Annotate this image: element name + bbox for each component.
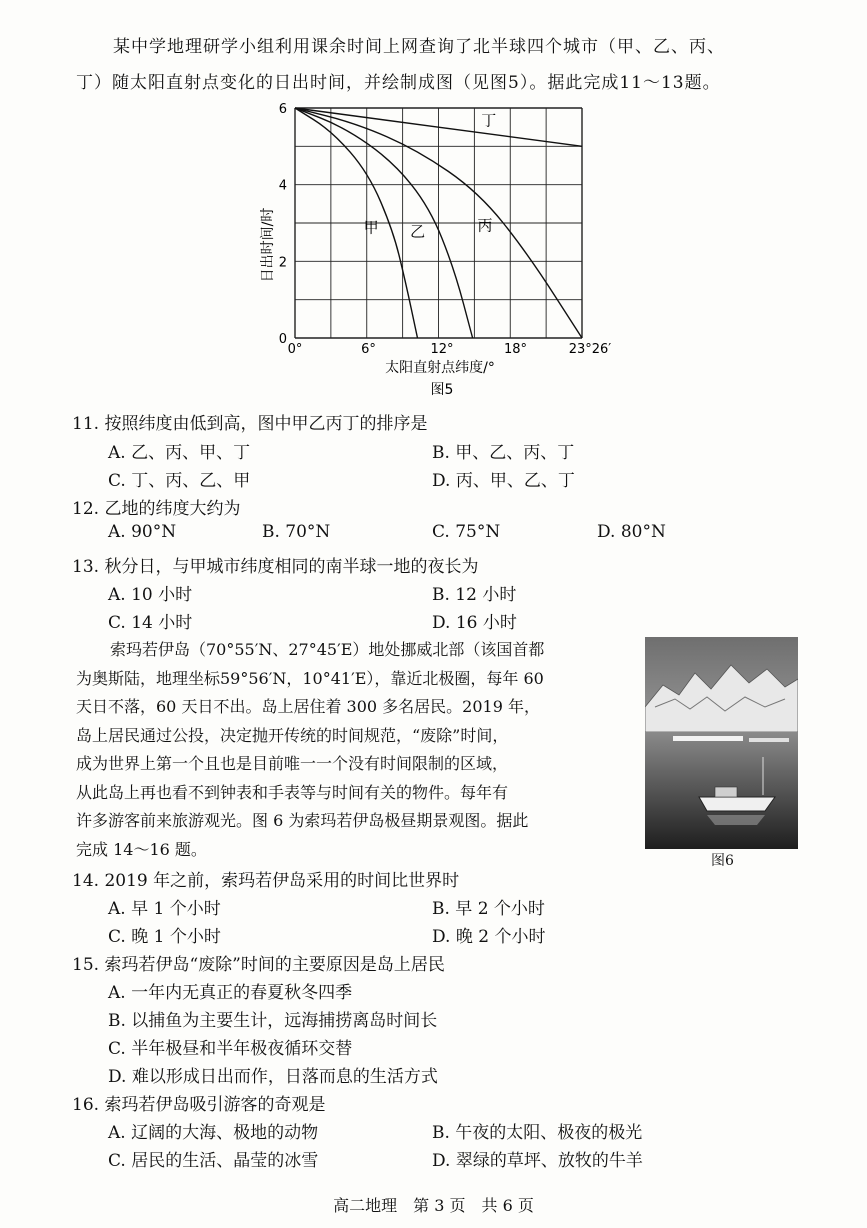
intro2-paragraph [76, 636, 636, 864]
x-tick-label: 23°26′ [568, 342, 612, 357]
y-tick-label: 2 [278, 255, 287, 271]
q12-option-a[interactable]: A. 90°N [108, 522, 177, 542]
x-tick-label: 6° [361, 342, 376, 357]
q15-option-b[interactable]: B. 以捕鱼为主要生计，远海捕捞离岛时间长 [108, 1011, 438, 1031]
x-tick-label: 18° [503, 342, 528, 357]
intro2-line: 许多游客前来旅游观光。图 6 为索玛若伊岛极昼期景观图。据此 [76, 811, 529, 830]
intro1-line1: 某中学地理研学小组利用课余时间上网查询了北半球四个城市（甲、乙、丙、 [113, 37, 725, 57]
q13-option-d[interactable]: D. 16 小时 [432, 613, 517, 633]
series-label: 丁 [481, 111, 497, 130]
figure5-caption: 图5 [430, 382, 454, 398]
q12-option-b[interactable]: B. 70°N [262, 522, 331, 542]
q14-option-b[interactable]: B. 早 2 个小时 [432, 899, 545, 919]
figure6-caption: 图6 [711, 853, 734, 869]
intro2-line: 为奥斯陆，地理坐标59°56′N，10°41′E），靠近北极圈，每年 60 [76, 668, 544, 688]
x-tick-label: 0° [287, 342, 303, 357]
x-axis-label: 太阳直射点纬度/° [385, 360, 495, 376]
q12-option-d[interactable]: D. 80°N [597, 522, 666, 542]
q14-option-c[interactable]: C. 晚 1 个小时 [108, 927, 221, 947]
series-label: 丙 [477, 216, 493, 235]
q12-stem: 12. 乙地的纬度大约为 [72, 499, 241, 519]
q14-option-a[interactable]: A. 早 1 个小时 [108, 899, 221, 919]
q16-option-a[interactable]: A. 辽阔的大海、极地的动物 [108, 1123, 319, 1143]
q16-option-c[interactable]: C. 居民的生活、晶莹的冰雪 [108, 1151, 319, 1171]
q11-option-d[interactable]: D. 丙、甲、乙、丁 [432, 471, 575, 491]
figure6-photo [645, 637, 798, 849]
q11-option-c[interactable]: C. 丁、丙、乙、甲 [108, 471, 251, 491]
y-tick-label: 4 [278, 178, 287, 194]
q13-stem: 13. 秋分日，与甲城市纬度相同的南半球一地的夜长为 [72, 557, 479, 577]
q12-option-c[interactable]: C. 75°N [432, 522, 501, 542]
q15-option-d[interactable]: D. 难以形成日出而作，日落而息的生活方式 [108, 1067, 438, 1087]
y-axis-label: 日出时间/时 [260, 207, 276, 283]
chart-grid [295, 108, 582, 338]
q14-option-d[interactable]: D. 晚 2 个小时 [432, 927, 546, 947]
q15-option-c[interactable]: C. 半年极昼和半年极夜循环交替 [108, 1039, 353, 1059]
q13-option-a[interactable]: A. 10 小时 [108, 585, 193, 605]
q13-option-c[interactable]: C. 14 小时 [108, 613, 193, 633]
q15-option-a[interactable]: A. 一年内无真正的春夏秋冬四季 [108, 983, 353, 1003]
q14-stem: 14. 2019 年之前，索玛若伊岛采用的时间比世界时 [72, 871, 460, 891]
series-label: 甲 [363, 218, 379, 237]
intro2-line: 成为世界上第一个且也是目前唯一一个没有时间限制的区域， [76, 754, 509, 773]
intro1-line2: 丁）随太阳直射点变化的日出时间，并绘制成图（见图5）。据此完成11～13题。 [76, 73, 721, 93]
q11-option-b[interactable]: B. 甲、乙、丙、丁 [432, 443, 575, 463]
intro2-line: 索玛若伊岛（70°55′N、27°45′E）地处挪威北部（该国首都 [110, 640, 545, 659]
q16-option-d[interactable]: D. 翠绿的草坪、放牧的牛羊 [432, 1151, 643, 1171]
x-tick-label: 12° [430, 342, 454, 357]
y-tick-label: 0 [278, 332, 287, 347]
intro2-line: 天日不落，60 天日不出。岛上居住着 300 多名居民。2019 年， [76, 697, 540, 716]
y-tick-label: 6 [278, 102, 287, 117]
q16-stem: 16. 索玛若伊岛吸引游客的奇观是 [72, 1095, 326, 1115]
q16-option-b[interactable]: B. 午夜的太阳、极夜的极光 [432, 1123, 643, 1143]
q11-stem: 11. 按照纬度由低到高，图中甲乙丙丁的排序是 [72, 414, 428, 434]
intro2-line: 岛上居民通过公投，决定抛开传统的时间规范，“废除”时间， [76, 725, 509, 745]
intro2-line: 从此岛上再也看不到钟表和手表等与时间有关的物件。每年有 [76, 782, 509, 802]
q13-option-b[interactable]: B. 12 小时 [432, 585, 517, 605]
q11-option-a[interactable]: A. 乙、丙、甲、丁 [108, 443, 251, 463]
series-label: 乙 [410, 222, 426, 241]
intro2-line: 完成 14～16 题。 [76, 839, 207, 859]
figure5-chart [250, 100, 650, 400]
page-footer: 高二地理 第 3 页 共 6 页 [333, 1196, 534, 1215]
q15-stem: 15. 索玛若伊岛“废除”时间的主要原因是岛上居民 [72, 955, 445, 975]
